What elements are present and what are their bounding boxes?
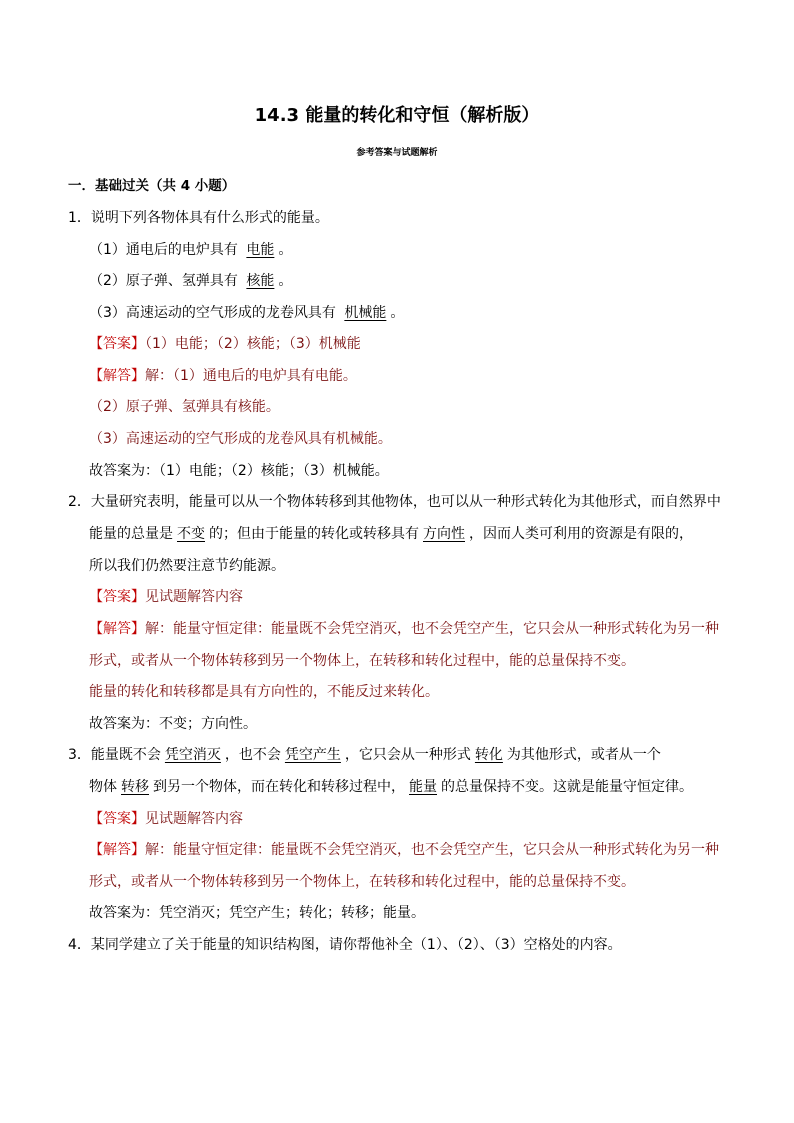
q2-blank1: 不变: [177, 526, 205, 542]
q2-answer: 【答案】见试题解答内容: [89, 589, 243, 605]
page-title: 14.3 能量的转化和守恒（解析版）: [254, 105, 540, 126]
q2-blank2: 方向性: [423, 526, 465, 542]
q3-solution: 【解答】解：能量守恒定律：能量既不会凭空消灭，也不会凭空产生，它只会从一种形式转化为另一种: [89, 842, 719, 858]
section-heading: 一．基础过关（共 4 小题）: [68, 178, 236, 194]
q2-final: 故答案为：不变；方向性。: [89, 716, 257, 732]
q2-line3: 所以我们仍然要注意节约能源。: [89, 558, 285, 574]
q3-solution-line2: 形式，或者从一个物体转移到另一个物体上，在转移和转化过程中，能的总量保持不变。: [89, 874, 635, 890]
q3-blank3: 转化: [474, 747, 503, 763]
q3-blank1: 凭空消灭: [164, 747, 221, 763]
q3-answer: 【答案】见试题解答内容: [89, 811, 243, 827]
q1-stem: 1．说明下列各物体具有什么形式的能量。: [68, 210, 329, 226]
q3-blank5: 能量: [409, 779, 437, 795]
q1-answer: 【答案】（1）电能；（2）核能；（3）机械能: [89, 336, 361, 352]
q1-blank1: 电能: [246, 242, 275, 258]
q1-solution-line3: （3）高速运动的空气形成的龙卷风具有机械能。: [89, 431, 392, 447]
q1-blank2: 核能: [246, 273, 275, 289]
q1-final: 故答案为：（1）电能；（2）核能；（3）机械能。: [89, 463, 389, 479]
q1-solution-line2: （2）原子弹、氢弹具有核能。: [89, 399, 280, 415]
q2-line1: 2．大量研究表明，能量可以从一个物体转移到其他物体，也可以从一种形式转化为其他形式，而自然界中: [68, 494, 721, 510]
q2-line2: 能量的总量是 不变 的；但由于能量的转化或转移具有 方向性 ，因而人类可利用的资源是有限的，: [89, 526, 693, 542]
answer-tag: 【答案】: [89, 336, 145, 352]
q1-blank3: 机械能: [344, 305, 387, 321]
q3-final: 故答案为：凭空消灭；凭空产生；转化；转移；能量。: [89, 905, 425, 921]
q3-line1: 3．能量既不会 凭空消灭 ，也不会 凭空产生 ，它只会从一种形式 转化 为其他形式，或者从一个: [68, 747, 661, 763]
q1-part3: （3）高速运动的空气形成的龙卷风具有 机械能 。: [89, 305, 405, 321]
q3-blank2: 凭空产生: [284, 747, 341, 763]
page-subtitle: 参考答案与试题解析: [356, 148, 438, 158]
q3-blank4: 转移: [121, 779, 149, 795]
q4-stem: 4．某同学建立了关于能量的知识结构图，请你帮他补全（1）、（2）、（3）空格处的内容。: [68, 937, 622, 953]
q2-solution: 【解答】解：能量守恒定律：能量既不会凭空消灭，也不会凭空产生，它只会从一种形式转化为另一种: [89, 621, 719, 637]
solution-tag: 【解答】: [89, 368, 145, 384]
q2-solution-line3: 能量的转化和转移都是具有方向性的，不能反过来转化。: [89, 684, 439, 700]
q1-solution: 【解答】解：（1）通电后的电炉具有电能。: [89, 368, 357, 384]
q2-solution-line2: 形式，或者从一个物体转移到另一个物体上，在转移和转化过程中，能的总量保持不变。: [89, 653, 635, 669]
q1-part2: （2）原子弹、氢弹具有 核能 。: [89, 273, 293, 289]
q3-line2: 物体 转移 到另一个物体，而在转化和转移过程中， 能量 的总量保持不变。这就是能量守恒定律。: [89, 779, 693, 795]
q1-part1: （1）通电后的电炉具有 电能 。: [89, 242, 293, 258]
